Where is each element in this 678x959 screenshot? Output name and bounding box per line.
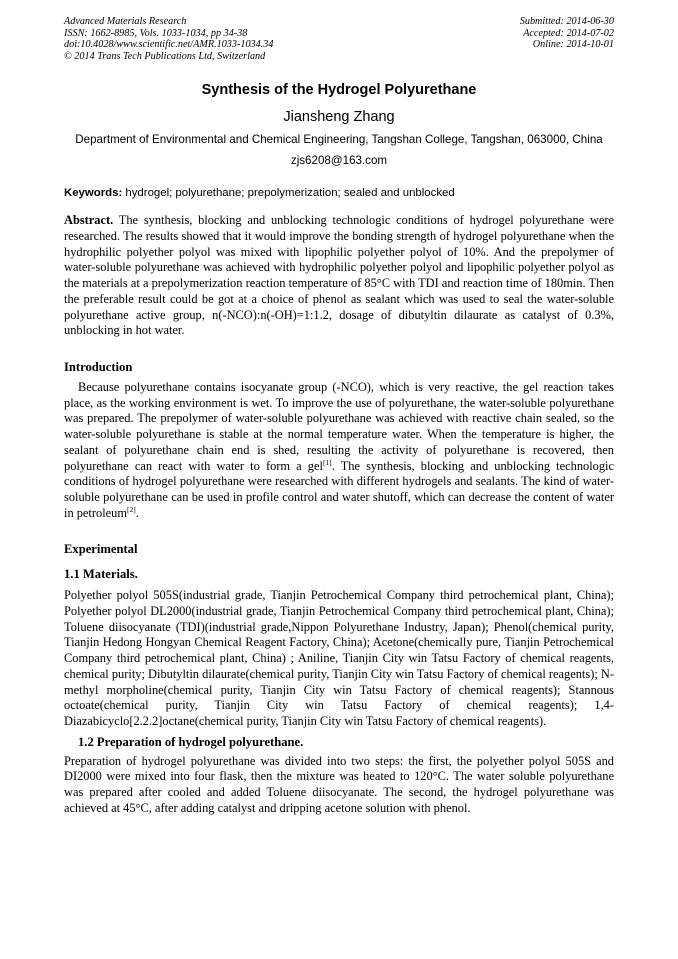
preparation-paragraph: Preparation of hydrogel polyurethane was divided into two steps: the first, the polyether polyol 505S and DI2000 were mixed into four flask, then the mixture was heated to 120°C. The water soluble polyurethane was prepared after cooled and added Toluene diisocyanate. The second, the hydrogel polyurethane was achieved at 45°C, after adding catalyst and dripping acetone solution with phenol. (64, 753, 614, 815)
citation-2: [2] (126, 504, 136, 514)
keywords-text: hydrogel; polyurethane; prepolymerization; sealed and unblocked (125, 187, 455, 200)
introduction-heading: Introduction (64, 360, 133, 374)
keywords-line (64, 186, 614, 201)
journal-name: Advanced Materials Research (64, 16, 187, 27)
author-name: Jiansheng Zhang (283, 109, 395, 126)
abstract-text: The synthesis, blocking and unblocking technologic conditions of hydrogel polyurethane were researched. The results showed that it would improve the bonding strength of hydrogel polyurethane when the hydrophilic polyether polyol was mixed with lipophilic polyether polyol of 10%. And the prepolymer of water-soluble polyurethane was achieved with hydrophilic polyether polyol and lipophilic polyether polyol as the materials at a prepolymerization reaction temperature of 85°C with TDI and reaction time of 180min. Then the preferable result could be got at a choice of phenol as sealant which was used to seal the water-soluble polyurethane active group, n(-NCO):n(-OH)=1:1.2, dosage of dibutyltin dilaurate as catalyst of 0.3%, unblocking in hot water. (64, 213, 615, 338)
author-email: zjs6208@163.com (290, 154, 388, 168)
materials-heading: 1.1 Materials. (64, 567, 138, 582)
online-date: Online: 2014-10-01 (532, 39, 614, 51)
experimental-heading: Experimental (64, 542, 138, 557)
abstract-label: Abstract. (64, 213, 114, 228)
issn-line: ISSN: 1662-8985, Vols. 1033-1034, pp 34-38 (64, 27, 248, 39)
intro-text-2: . The synthesis, blocking and unblocking technologic conditions of hydrogel polyurethane were researched with different hydrogels and sealants. The kind of water-soluble polyurethane can be used in profile control and water shutoff, which can decrease the content of water in petroleum (64, 458, 614, 520)
intro-text-3: . (135, 505, 139, 520)
doi-line: doi:10.4028/www.scientific.net/AMR.1033-1034.34 (64, 39, 274, 51)
citation-1: [1] (322, 457, 332, 467)
journal-info (64, 16, 273, 62)
journal-header (64, 16, 614, 62)
introduction-paragraph (64, 380, 614, 521)
intro-text-1: Because polyurethane contains isocyanate group (-NCO), which is very reactive, the gel reaction takes place, as the working environment is wet. To improve the use of polyurethane, the water-soluble polyurethane was prepared. The prepolymer of water-soluble polyurethane was achieved with reactive chain sealed, so the water-soluble polyurethane is stable at the normal temperature water. When the temperature is higher, the sealant of polyurethane chain end is shed, resulting the activity of polyurethane is recovered, then polyurethane can react with water to form a gel (64, 380, 614, 473)
dates-info (520, 16, 614, 62)
abstract (64, 213, 614, 339)
submitted-date: Submitted: 2014-06-30 (519, 16, 614, 27)
paper-title: Synthesis of the Hydrogel Polyurethane (201, 82, 477, 99)
keywords-label: Keywords: (64, 187, 123, 200)
preparation-heading: 1.2 Preparation of hydrogel polyurethane. (78, 734, 304, 749)
affiliation: Department of Environmental and Chemical Engineering, Tangshan College, Tangshan, 063000, China (75, 133, 603, 147)
accepted-date: Accepted: 2014-07-02 (523, 27, 614, 39)
copyright-line: © 2014 Trans Tech Publications Ltd, Switzerland (64, 50, 266, 62)
materials-paragraph: Polyether polyol 505S(industrial grade, Tianjin Petrochemical Company third petrochemical plant, China); Polyether polyol DL2000(industrial grade, Tianjin Petrochemical Company third petrochemical plant, China); Toluene diisocyanate (TDI)(industrial grade,Nippon Polyurethane Industry, Japan); Phenol(chemical purity, Tianjin Hedong Hongyan Chemical Reagent Factory, China); Acetone(chemically pure, Tianjin Petrochemical Company third petrochemical plant, China) ; Aniline, Tianjin City win Tatsu Factory of chemical reagents, chemical purity; Dibutyltin dilaurate(chemical purity, Tianjin City win Tatsu Factory of chemical reagents); N- methyl morpholine(chemical purity, Tianjin City win Tatsu Factory of chemical reagents); Stannous octoate(chemical purity, Tianjin City win Tatsu Factory of chemical reagents); 1,4-Diazabicyclo[2.2.2]octane(chemical purity, Tianjin City win Tatsu Factory of chemical reagents). (64, 588, 614, 728)
